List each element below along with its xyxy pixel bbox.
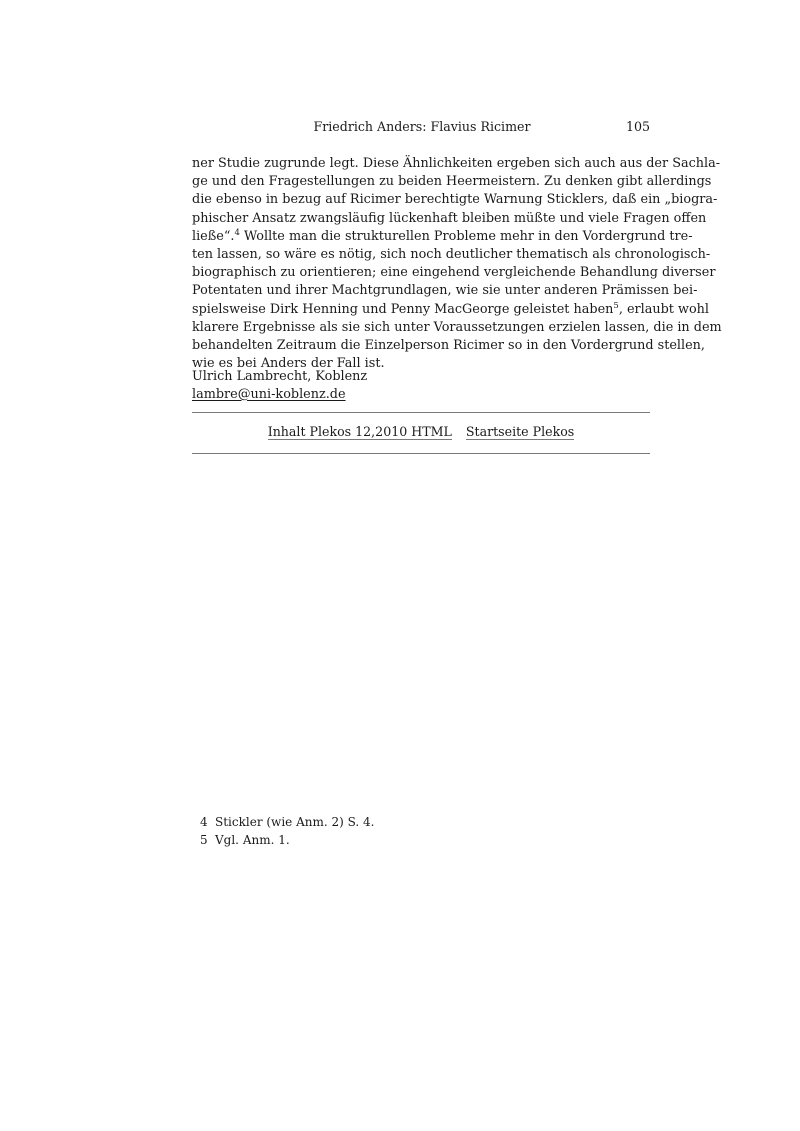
footnote-5 [200,831,374,849]
reviewer-signature [192,368,367,403]
footnote-number: 4 [200,815,208,829]
running-title-text: Friedrich Anders: Flavius Ricimer [313,119,531,134]
review-paragraph [192,155,722,373]
home-link[interactable]: Startseite Plekos [465,424,575,439]
text-line: klarere Ergebnisse als sie sich unter Voraussetzungen erzielen lassen, die in dem [192,319,722,335]
text-line [192,227,693,246]
text-line: behandelten Zeitraum die Einzelperson Ricimer so in den Vordergrund stellen, [192,337,705,353]
footnote-text: Stickler (wie Anm. 2) S. 4. [215,815,375,829]
text-line: ner Studie zugrunde legt. Diese Ähnlichkeiten ergeben sich auch aus der Sachla- [192,156,721,171]
footnote-4 [200,813,374,831]
text-line: die ebenso in bezug auf Ricimer berechtigte Warnung Sticklers, daß ein „biogra- [192,192,718,208]
running-title [192,119,650,135]
reviewer-name: Ulrich Lambrecht, Koblenz [192,369,368,384]
text-line [192,300,710,319]
footnote-number: 5 [200,833,208,847]
divider-bottom [192,453,650,454]
text-fragment: Wollte man die strukturellen Probleme mehr in den Vordergrund tre- [239,228,693,244]
running-head [192,119,650,135]
reviewer-email-link[interactable]: lambre@uni-koblenz.de [192,386,346,402]
text-line: biographisch zu orientieren; eine eingehend vergleichende Behandlung diverser [192,265,716,281]
text-line: wie es bei Anders der Fall ist. [192,356,385,372]
contents-link[interactable]: Inhalt Plekos 12,2010 HTML [267,424,452,439]
text-fragment: ließe“. [192,228,235,244]
text-fragment: , erlaubt wohl [618,301,710,317]
text-fragment: spielsweise Dirk Henning und Penny MacGeorge geleistet haben [192,301,614,317]
divider-top [192,412,650,413]
page-number: 105 [625,119,650,134]
text-line: ten lassen, so wäre es nötig, sich noch deutlicher thematisch als chronologisch- [192,246,711,262]
footnote-ref-5[interactable]: 5 [613,300,619,311]
text-line: phischer Ansatz zwangsläufig lückenhaft bleiben müßte und viele Fragen offen [192,210,707,226]
text-line: Potentaten und ihrer Machtgrundlagen, wie sie unter anderen Prämissen bei- [192,283,698,299]
footnotes [200,813,374,849]
text-line: ge und den Fragestellungen zu beiden Heermeistern. Zu denken gibt allerdings [192,174,712,190]
navigation-links [192,424,650,440]
footnote-ref-4[interactable]: 4 [234,227,240,238]
footnote-text: Vgl. Anm. 1. [215,833,290,847]
